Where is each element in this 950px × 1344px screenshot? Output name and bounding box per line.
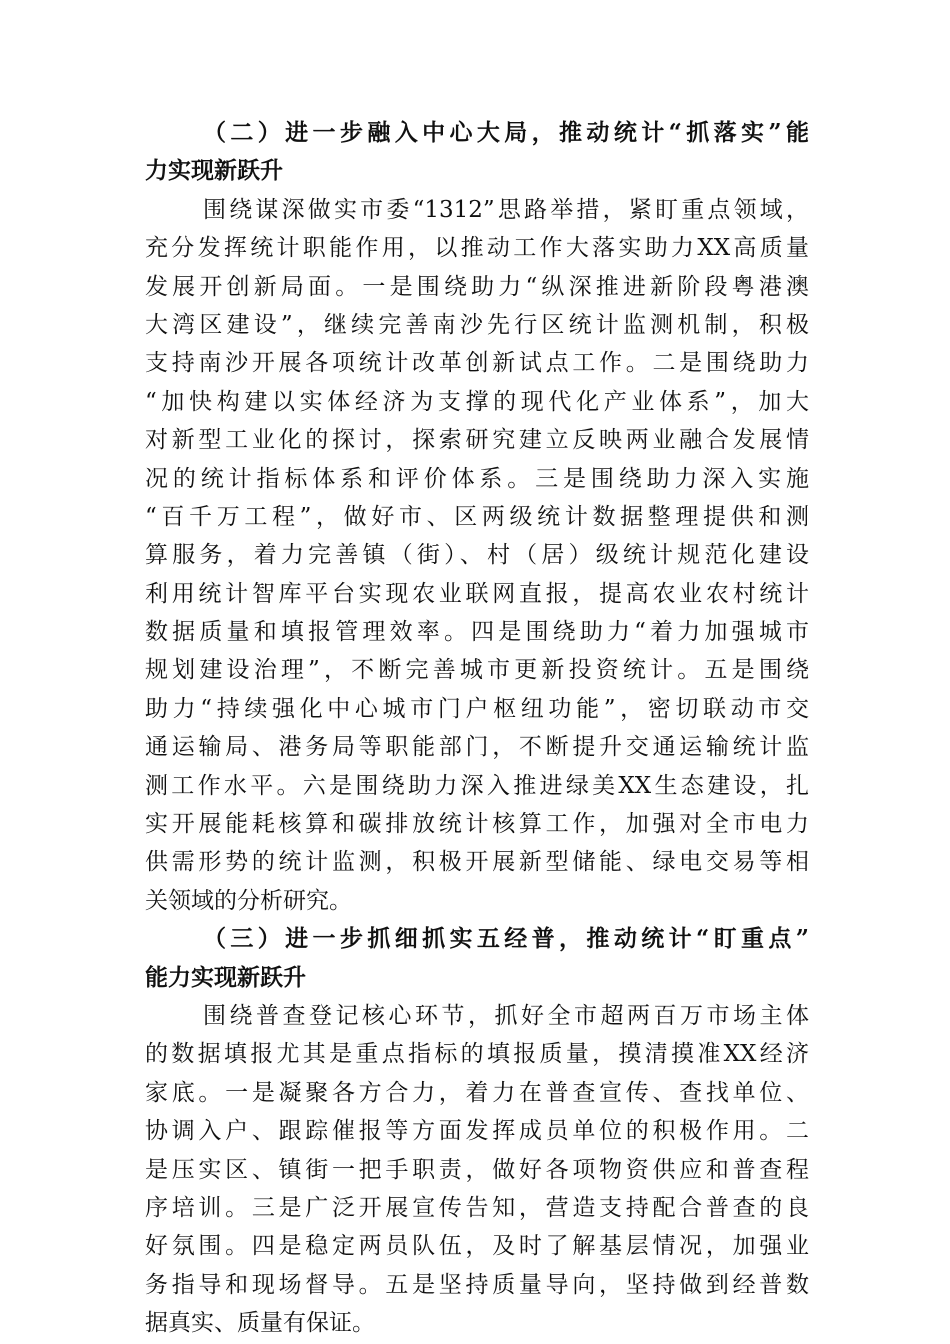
paragraph-line: “百千万工程”，做好市、区两级统计数据整理提供和测 [145,503,809,530]
paragraph-line: 协调入户、跟踪催报等方面发挥成员单位的积极作用。二 [145,1118,809,1145]
heading-line: （二）进一步融入中心大局，推动统计“抓落实”能 [203,119,809,146]
paragraph-line: “加快构建以实体经济为支撑的现代化产业体系”，加大 [145,388,809,415]
paragraph-line: 据真实、质量有保证。 [145,1310,375,1337]
paragraph-line: 充分发挥统计职能作用，以推动工作大落实助力XX高质量 [145,235,809,262]
heading-line: 能力实现新跃升 [145,963,306,991]
paragraph-line: 家底。一是凝聚各方合力，着力在普查宣传、查找单位、 [145,1079,809,1106]
section-2 [145,114,809,920]
paragraph-line: 况的统计指标体系和评价体系。三是围绕助力深入实施 [145,465,809,492]
document-page [145,114,809,1343]
paragraph-line: 关领域的分析研究。 [145,887,352,914]
paragraph-line: 数据质量和填报管理效率。四是围绕助力“着力加强城市 [145,619,809,646]
paragraph-line: 供需形势的统计监测，积极开展新型储能、绿电交易等相 [145,849,809,876]
paragraph-line: 是压实区、镇街一把手职责，做好各项物资供应和普查程 [145,1156,809,1183]
paragraph-line: 围绕谋深做实市委“1312”思路举措，紧盯重点领域， [203,196,809,223]
paragraph-line: 好氛围。四是稳定两员队伍，及时了解基层情况，加强业 [145,1233,809,1260]
section-3 [145,920,809,1342]
paragraph-line: 务指导和现场督导。五是坚持质量导向，坚持做到经普数 [145,1271,809,1298]
body-paragraph [145,997,809,1343]
paragraph-line: 通运输局、港务局等职能部门，不断提升交通运输统计监 [145,734,809,761]
paragraph-line: 大湾区建设”，继续完善南沙先行区统计监测机制，积极 [145,311,809,338]
heading-line: （三）进一步抓细抓实五经普，推动统计“盯重点” [203,925,809,953]
section-heading [145,114,809,191]
paragraph-line: 利用统计智库平台实现农业联网直报，提高农业农村统计 [145,580,809,607]
paragraph-line: 围绕普查登记核心环节，抓好全市超两百万市场主体 [203,1002,809,1029]
paragraph-line: 支持南沙开展各项统计改革创新试点工作。二是围绕助力 [145,350,809,377]
paragraph-line: 规划建设治理”，不断完善城市更新投资统计。五是围绕 [145,657,809,684]
heading-line: 力实现新跃升 [145,157,283,185]
section-heading [145,920,809,997]
paragraph-line: 测工作水平。六是围绕助力深入推进绿美XX生态建设，扎 [145,772,809,799]
paragraph-line: 实开展能耗核算和碳排放统计核算工作，加强对全市电力 [145,811,809,838]
paragraph-line: 的数据填报尤其是重点指标的填报质量，摸清摸准XX经济 [145,1041,809,1068]
body-paragraph [145,191,809,920]
paragraph-line: 对新型工业化的探讨，探索研究建立反映两业融合发展情 [145,427,809,454]
paragraph-line: 序培训。三是广泛开展宣传告知，营造支持配合普查的良 [145,1194,809,1221]
paragraph-line: 发展开创新局面。一是围绕助力“纵深推进新阶段粤港澳 [145,273,809,300]
paragraph-line: 助力“持续强化中心城市门户枢纽功能”，密切联动市交 [145,695,809,722]
paragraph-line: 算服务，着力完善镇（街）、村（居）级统计规范化建设 [145,542,809,569]
